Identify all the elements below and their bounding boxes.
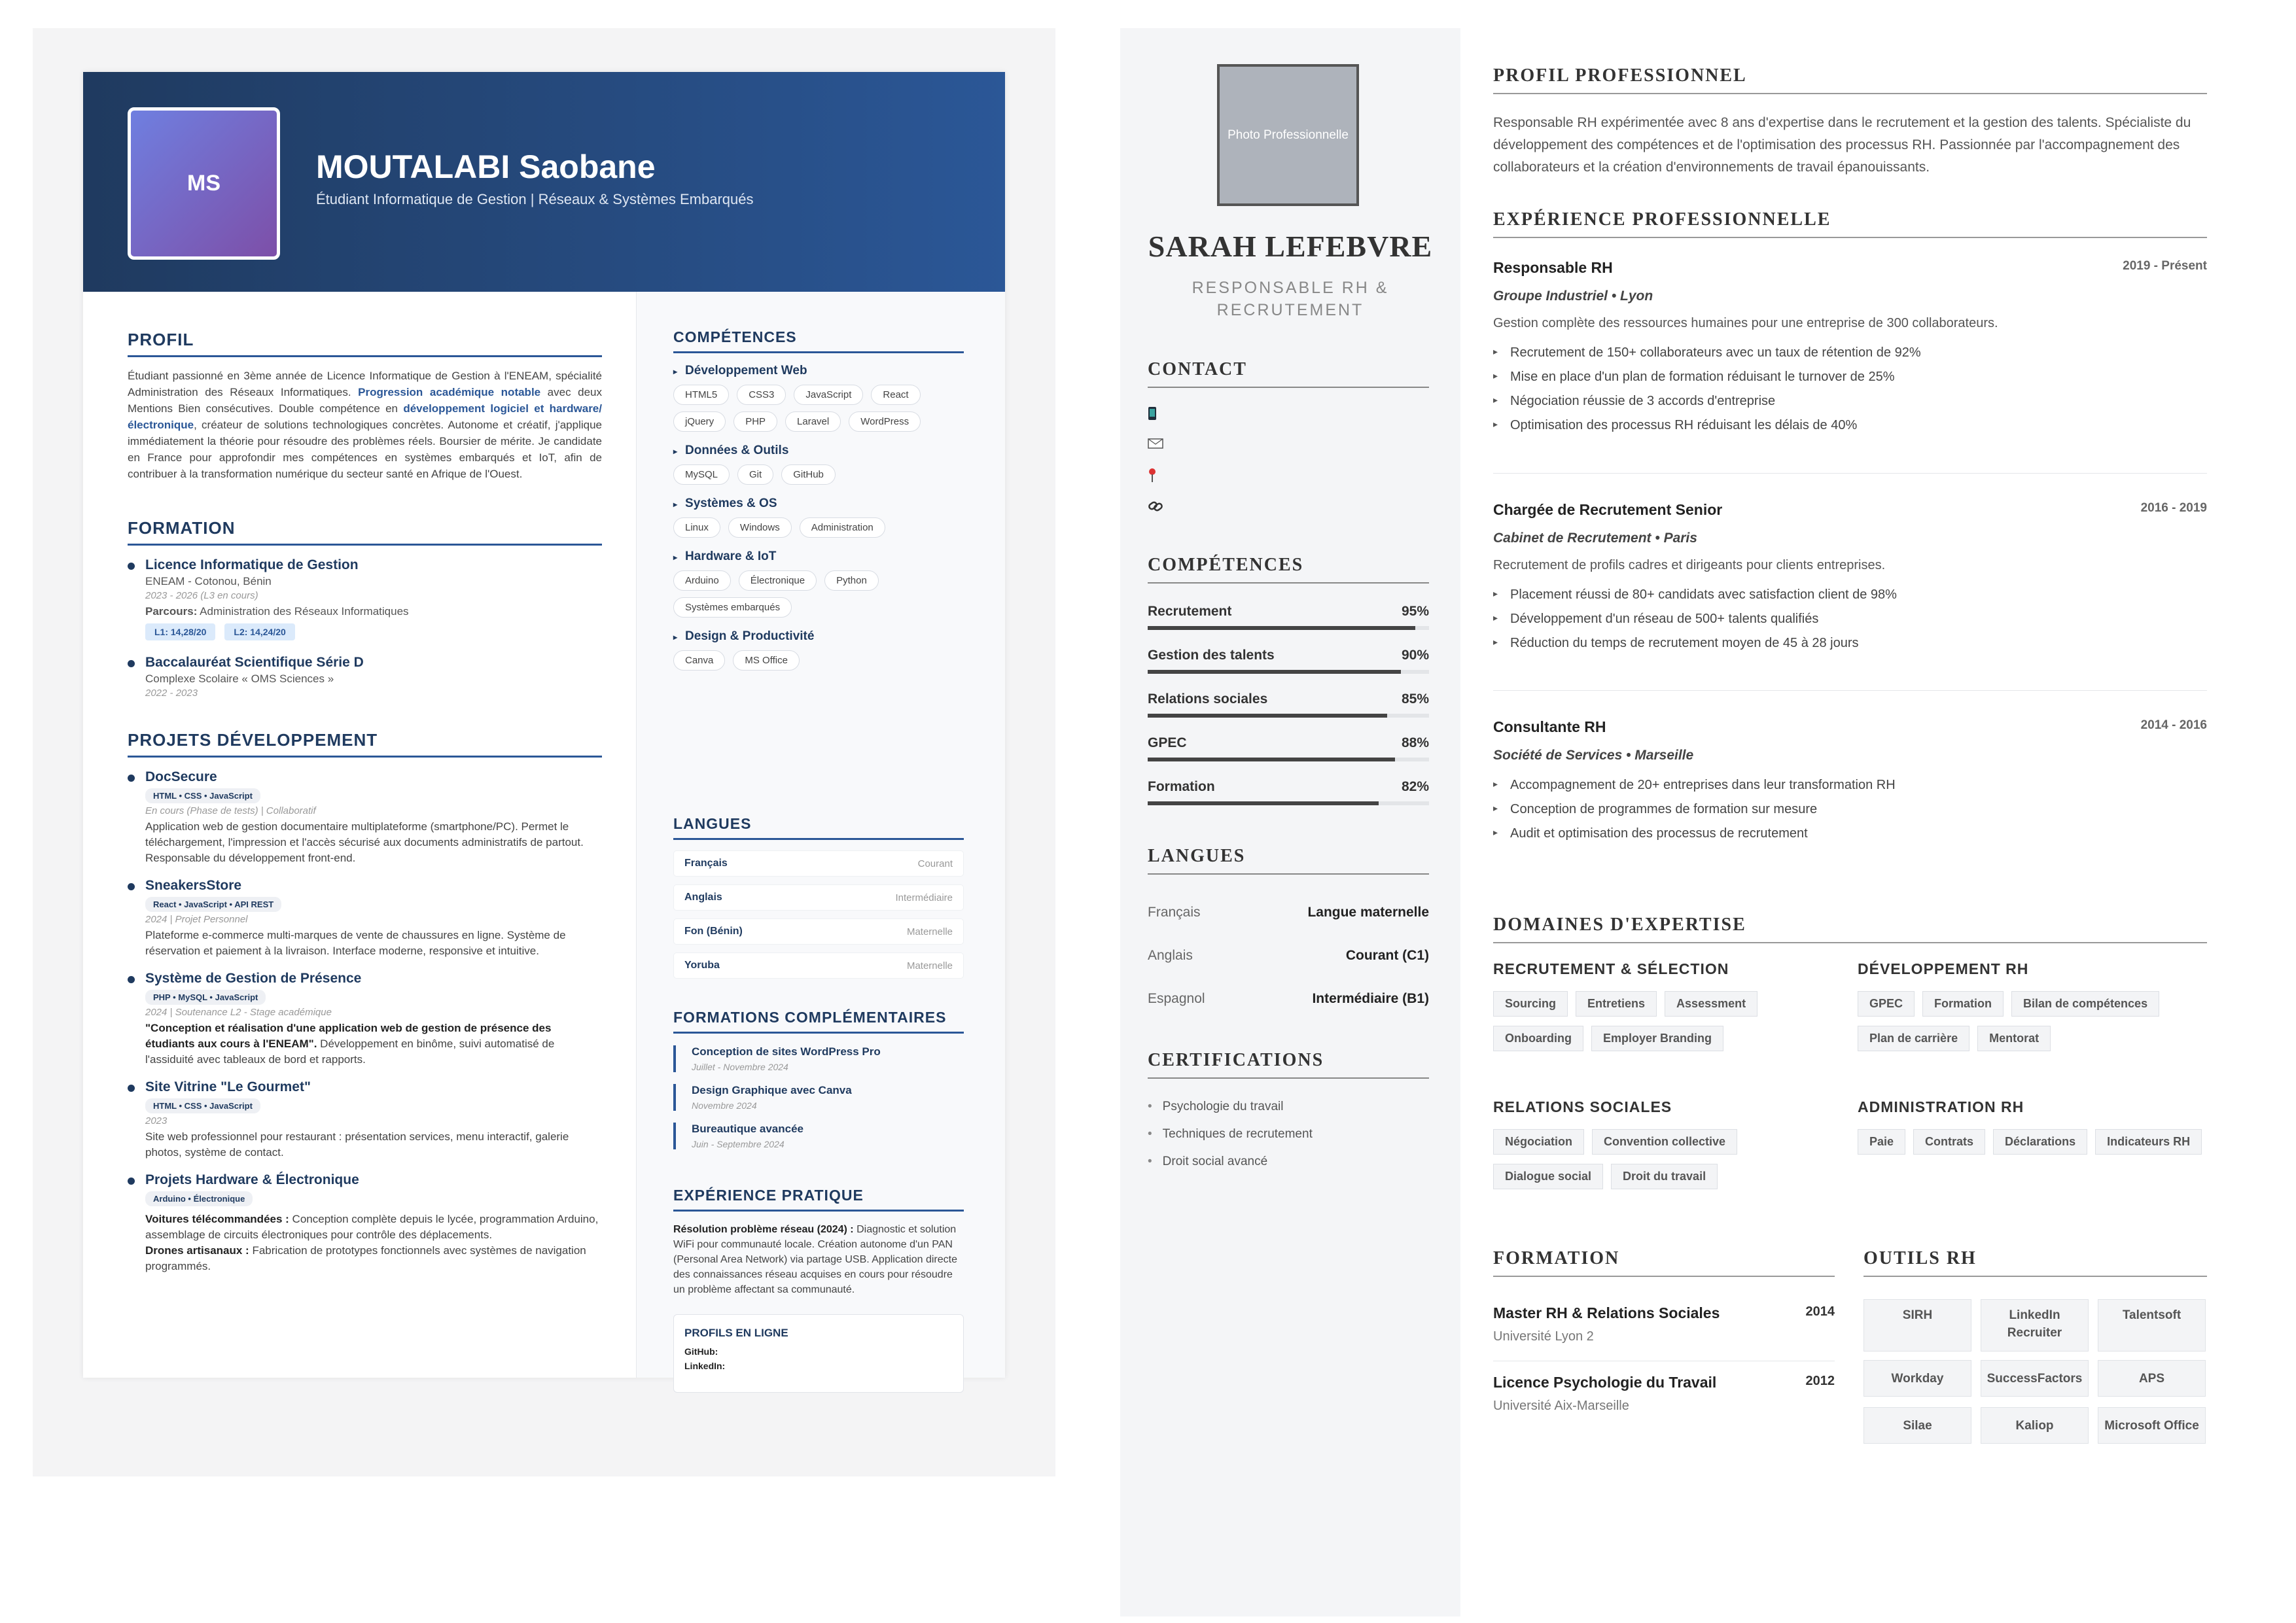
project-date: 2023	[145, 1115, 168, 1126]
domain-tags	[1858, 1129, 2204, 1155]
skill-category-name: Systèmes & OS	[685, 497, 777, 510]
language-name: Anglais	[1148, 948, 1193, 963]
project-title: Projets Hardware & Électronique	[145, 1172, 359, 1187]
triangle-icon: ▸	[673, 367, 678, 376]
formation-title: Conception de sites WordPress Pro	[692, 1045, 881, 1058]
skill-row	[1148, 735, 1429, 751]
expertise-tag: Indicateurs RH	[2095, 1129, 2202, 1155]
project-desc: Application web de gestion documentaire multiplateforme (smartphone/PC). Permet le téléchargement, l'impression et l'accès sécurisé aux documents administratifs de partout. Responsable du développement front-end.	[145, 820, 584, 864]
language-list	[673, 850, 964, 979]
expertise-domain	[1858, 960, 2204, 1051]
certification-item: • Psychologie du travail	[1148, 1100, 1283, 1114]
section-heading: LANGUES	[673, 815, 964, 840]
certification-item: • Techniques de recrutement	[1148, 1127, 1313, 1142]
job-bullet: ▸ Mise en place d'un plan de formation réduisant le turnover de 25%	[1493, 370, 2207, 385]
project-desc	[145, 1021, 602, 1068]
tool-tag: SIRH	[1863, 1299, 1971, 1352]
cv2-main	[1493, 28, 2213, 1598]
domain-tags	[1493, 991, 1840, 1051]
skill-bar-item	[1148, 735, 1429, 761]
project-desc-part: Conception complète depuis le lycée, programmation Arduino, assemblage de circuits électroniques pour contrôle des déplacements.	[145, 1213, 599, 1241]
skill-tag: PHP	[733, 411, 777, 432]
section-heading: OUTILS RH	[1863, 1248, 2207, 1277]
skill-bar-fill	[1148, 714, 1387, 718]
language-level: Intermédiaire (B1)	[1312, 991, 1429, 1006]
language-name: Espagnol	[1148, 991, 1205, 1006]
domain-title: DÉVELOPPEMENT RH	[1858, 960, 2029, 977]
list-item	[128, 655, 602, 699]
cv1-subtitle: Étudiant Informatique de Gestion | Réseaux & Systèmes Embarqués	[316, 191, 754, 207]
triangle-icon: ▸	[673, 500, 678, 509]
skill-tag: CSS3	[737, 385, 786, 405]
skill-row	[1148, 691, 1429, 707]
job-item	[1493, 718, 2207, 841]
tool-tag: Workday	[1863, 1360, 1971, 1397]
job-dates: 2016 - 2019	[2140, 501, 2207, 515]
skill-bar-track	[1148, 714, 1429, 718]
skill-tag: Administration	[800, 517, 885, 538]
expertise-tag: Déclarations	[1993, 1129, 2087, 1155]
skill-tag: Linux	[673, 517, 720, 538]
skill-tag: MySQL	[673, 464, 730, 485]
skill-row	[1148, 648, 1429, 663]
bullet-dot	[128, 883, 135, 890]
project-desc-part: Fabrication de prototypes fonctionnels avec systèmes de navigation programmés.	[145, 1244, 586, 1272]
expertise-tag: Assessment	[1665, 991, 1757, 1017]
section-heading: PROJETS DÉVELOPPEMENT	[128, 730, 602, 758]
expertise-tag: Formation	[1922, 991, 2004, 1017]
domain-tags	[1493, 1129, 1840, 1189]
project-title: Système de Gestion de Présence	[145, 971, 362, 986]
language-level: Intermédiaire	[895, 892, 953, 903]
skill-percent: 90%	[1401, 648, 1429, 663]
cv1-main-column	[83, 292, 636, 1378]
section-heading: PROFIL	[128, 330, 602, 357]
project-desc: Site web professionnel pour restaurant : présentation services, menu interactif, galerie photos, système de contact.	[145, 1130, 569, 1159]
cv1-side-column	[636, 292, 1005, 1378]
formation-date: Juin - Septembre 2024	[692, 1139, 785, 1149]
skill-bar-item	[1148, 604, 1429, 630]
skill-tag: MS Office	[733, 650, 800, 671]
project-date: 2024 | Projet Personnel	[145, 914, 248, 925]
education-title: Licence Psychologie du Travail	[1493, 1374, 1717, 1391]
skill-row	[1148, 604, 1429, 620]
item-school: Complexe Scolaire « OMS Sciences »	[145, 672, 334, 685]
link-icon	[1148, 499, 1163, 517]
job-desc: Recrutement de profils cadres et dirigeants pour clients entreprises.	[1493, 558, 1886, 572]
skill-category-title	[673, 497, 964, 511]
section-heading: EXPÉRIENCE PRATIQUE	[673, 1187, 964, 1212]
job-title: Chargée de Recrutement Senior	[1493, 501, 1723, 518]
skill-tag: jQuery	[673, 411, 726, 432]
skill-tag: Git	[737, 464, 773, 485]
project-desc	[145, 1212, 602, 1274]
job-desc: Gestion complète des ressources humaines pour une entreprise de 300 collaborateurs.	[1493, 316, 1998, 330]
skill-bar-fill	[1148, 626, 1415, 630]
item-school: ENEAM - Cotonou, Bénin	[145, 575, 272, 587]
formation-title: Bureautique avancée	[692, 1123, 804, 1135]
skill-tag: GitHub	[781, 464, 836, 485]
project-item	[128, 971, 602, 1068]
skill-bar-fill	[1148, 670, 1401, 674]
cv1-formations-comp-section	[673, 1009, 964, 1149]
skill-tag: Systèmes embarqués	[673, 597, 792, 618]
project-desc-bold: "Conception et réalisation d'une application web de gestion de présence des étudiants aux cours à l'ENEAM".	[145, 1022, 552, 1050]
job-bullet: ▸ Recrutement de 150+ collaborateurs avec un taux de rétention de 92%	[1493, 345, 2207, 360]
formation-item	[673, 1123, 964, 1149]
certification-item: • Droit social avancé	[1148, 1155, 1267, 1169]
profil-highlight: développement logiciel et hardware/électronique	[128, 402, 602, 431]
language-row	[673, 884, 964, 911]
project-desc: Plateforme e-commerce multi-marques de vente de chaussures en ligne. Système de réservation et paiement à la livraison. Interface moderne, responsive et intuitive.	[145, 929, 566, 957]
skill-category-title	[673, 629, 964, 644]
section-heading: FORMATION	[1493, 1248, 1835, 1277]
skill-tag: WordPress	[849, 411, 921, 432]
triangle-icon: ▸	[673, 553, 678, 562]
section-heading: EXPÉRIENCE PROFESSIONNELLE	[1493, 209, 2207, 238]
skill-category-title	[673, 364, 964, 378]
expertise-tag: Onboarding	[1493, 1026, 1583, 1051]
language-name: Yoruba	[684, 960, 720, 971]
tag-list	[673, 570, 964, 618]
bullet-dot	[128, 1178, 135, 1185]
triangle-icon: ▸	[673, 633, 678, 642]
skill-bar-track	[1148, 626, 1429, 630]
tool-tag: Kaliop	[1981, 1407, 2089, 1444]
skill-bar-track	[1148, 801, 1429, 805]
job-item	[1493, 501, 2207, 651]
expertise-tag: GPEC	[1858, 991, 1915, 1017]
job-item	[1493, 259, 2207, 433]
skill-name: Formation	[1148, 779, 1215, 794]
skill-row	[1148, 779, 1429, 795]
expertise-tag: Droit du travail	[1611, 1164, 1718, 1189]
skill-name: Relations sociales	[1148, 691, 1268, 707]
education-school: Université Lyon 2	[1493, 1329, 1594, 1344]
job-bullet: ▸ Conception de programmes de formation sur mesure	[1493, 802, 2207, 817]
project-desc-bold: Drones artisanaux :	[145, 1244, 249, 1257]
tool-tag: APS	[2098, 1360, 2206, 1397]
project-title: DocSecure	[145, 769, 217, 784]
domain-title: RECRUTEMENT & SÉLECTION	[1493, 960, 1729, 977]
linkedin-label: LinkedIn:	[684, 1361, 726, 1371]
education-title: Master RH & Relations Sociales	[1493, 1304, 1720, 1321]
experience-bold: Résolution problème réseau (2024) :	[673, 1224, 854, 1235]
divider	[1493, 690, 2207, 691]
job-company: Cabinet de Recrutement • Paris	[1493, 531, 1697, 546]
cv2-name: SARAH LEFEBVRE	[1148, 230, 1433, 263]
skill-tag: Arduino	[673, 570, 731, 591]
tech-chip: React • JavaScript • API REST	[145, 897, 281, 912]
grade-badge: L2: 14,24/20	[224, 623, 294, 640]
skill-tag: Canva	[673, 650, 725, 671]
language-name: Anglais	[684, 892, 722, 903]
item-date: 2022 - 2023	[145, 688, 198, 699]
expertise-tag: Dialogue social	[1493, 1164, 1603, 1189]
expertise-tag: Employer Branding	[1591, 1026, 1723, 1051]
language-row	[1148, 948, 1429, 964]
phone-icon	[1148, 406, 1157, 425]
item-parcours	[145, 605, 602, 618]
skill-bar-fill	[1148, 758, 1395, 761]
skill-categories	[673, 364, 964, 671]
expertise-tag: Plan de carrière	[1858, 1026, 1969, 1051]
language-level: Courant (C1)	[1345, 948, 1429, 963]
bullet-dot	[128, 1085, 135, 1092]
skill-name: GPEC	[1148, 735, 1187, 750]
section-heading: LANGUES	[1148, 846, 1429, 875]
experience-desc: Diagnostic et solution WiFi pour communauté locale. Création autonome d'un PAN (Personal Area Network) via partage USB. Application directe des connaissances réseau acquises en cours pour résoudre un problème affectant sa communauté.	[673, 1224, 957, 1295]
skill-percent: 95%	[1401, 604, 1429, 619]
language-row	[673, 952, 964, 979]
skill-category-title	[673, 444, 964, 458]
tag-list	[673, 650, 964, 671]
project-title: SneakersStore	[145, 878, 242, 893]
tag-list	[673, 517, 964, 538]
job-title: Consultante RH	[1493, 718, 1606, 735]
job-company: Groupe Industriel • Lyon	[1493, 288, 1653, 304]
profil-text-part: avec deux Mentions Bien consécutives. Double compétence en	[128, 386, 602, 415]
grades	[145, 618, 602, 640]
skill-bar-fill	[1148, 801, 1379, 805]
education-item	[1493, 1304, 1835, 1344]
job-bullet: ▸ Placement réussi de 80+ candidats avec satisfaction client de 98%	[1493, 587, 2207, 602]
cv1-langues-section	[673, 815, 964, 979]
job-title: Responsable RH	[1493, 259, 1613, 276]
section-heading: COMPÉTENCES	[673, 328, 964, 353]
skill-name: Recrutement	[1148, 604, 1232, 619]
skill-tag: JavaScript	[794, 385, 863, 405]
parcours-value: Administration des Réseaux Informatiques	[197, 605, 409, 618]
divider	[1493, 473, 2207, 474]
expertise-tag: Bilan de compétences	[2011, 991, 2159, 1017]
cv1-competences-section	[673, 328, 964, 671]
tool-tag: LinkedIn Recruiter	[1981, 1299, 2089, 1352]
profil-text	[128, 368, 602, 482]
expertise-tag: Sourcing	[1493, 991, 1568, 1017]
skill-category-title	[673, 550, 964, 564]
profile-photo: Photo Professionnelle	[1217, 64, 1359, 206]
project-date: En cours (Phase de tests) | Collaboratif	[145, 805, 316, 816]
tool-tag: SuccessFactors	[1981, 1360, 2089, 1397]
tech-chip: PHP • MySQL • JavaScript	[145, 990, 266, 1005]
skill-tag: Laravel	[785, 411, 841, 432]
section-heading: CONTACT	[1148, 359, 1429, 388]
job-company: Société de Services • Marseille	[1493, 748, 1694, 763]
section-heading: CERTIFICATIONS	[1148, 1050, 1429, 1079]
project-title: Site Vitrine "Le Gourmet"	[145, 1079, 311, 1094]
education-item	[1493, 1374, 1835, 1414]
skill-tag: Windows	[728, 517, 792, 538]
language-level: Langue maternelle	[1307, 905, 1429, 920]
tool-tag: Silae	[1863, 1407, 1971, 1444]
language-row	[1148, 991, 1429, 1007]
section-heading: FORMATIONS COMPLÉMENTAIRES	[673, 1009, 964, 1034]
language-name: Fon (Bénin)	[684, 926, 743, 937]
section-heading: FORMATION	[128, 518, 602, 546]
profil-text: Responsable RH expérimentée avec 8 ans d'expertise dans le recrutement et la gestion des talents. Spécialiste du développement des compétences et de l'optimisation des processus RH. Passionnée par l'accompagnement des collaborateurs et la création d'environnements de travail épanouissants.	[1493, 115, 2191, 175]
cv1-profil-section	[128, 330, 602, 482]
skill-bar-item	[1148, 648, 1429, 674]
avatar: MS	[128, 107, 280, 260]
project-desc-part: Développement en binôme, suivi automatisé de l'assiduité avec tableaux de bord et rapports.	[145, 1038, 555, 1066]
skill-bar-item	[1148, 779, 1429, 805]
cv1-projets-section	[128, 730, 602, 1274]
education-year: 2014	[1805, 1304, 1835, 1319]
expertise-domain	[1493, 1098, 1840, 1189]
domain-tags	[1858, 991, 2204, 1051]
skill-category-name: Design & Productivité	[685, 629, 815, 643]
bullet-dot	[128, 775, 135, 782]
job-bullet: ▸ Optimisation des processus RH réduisant les délais de 40%	[1493, 418, 2207, 433]
formation-title: Design Graphique avec Canva	[692, 1084, 852, 1096]
language-level: Maternelle	[906, 960, 953, 971]
formation-item	[673, 1084, 964, 1111]
item-title: Licence Informatique de Gestion	[145, 557, 359, 572]
language-row	[1148, 905, 1429, 920]
profil-highlight: Progression académique notable	[358, 386, 541, 398]
language-row	[673, 918, 964, 945]
job-dates: 2019 - Présent	[2123, 259, 2207, 273]
tag-list	[673, 385, 964, 432]
job-bullet: ▸ Accompagnement de 20+ entreprises dans leur transformation RH	[1493, 778, 2207, 793]
expertise-tag: Contrats	[1913, 1129, 1985, 1155]
job-bullet: ▸ Développement d'un réseau de 500+ talents qualifiés	[1493, 612, 2207, 627]
cv1-formation-section	[128, 518, 602, 699]
tech-chip: Arduino • Électronique	[145, 1191, 253, 1206]
github-label: GitHub:	[684, 1346, 718, 1357]
skill-percent: 88%	[1401, 735, 1429, 750]
project-item	[128, 878, 602, 959]
skill-bar-track	[1148, 758, 1429, 761]
item-title: Baccalauréat Scientifique Série D	[145, 655, 364, 670]
section-heading: COMPÉTENCES	[1148, 555, 1429, 584]
skill-tag: Python	[824, 570, 879, 591]
job-bullet: ▸ Négociation réussie de 3 accords d'entreprise	[1493, 394, 2207, 409]
profil-text-part: Étudiant passionné en 3ème année de Licence Informatique de Gestion à l'ENEAM, spécialité Administration des Réseaux Informatiques.	[128, 370, 602, 398]
expertise-tag: Entretiens	[1576, 991, 1657, 1017]
expertise-tag: Paie	[1858, 1129, 1905, 1155]
project-item	[128, 1172, 602, 1274]
skill-bar-track	[1148, 670, 1429, 674]
cv1-name: MOUTALABI Saobane	[316, 148, 656, 185]
tool-tag: Talentsoft	[2098, 1299, 2206, 1352]
online-profiles-box	[673, 1314, 964, 1393]
skill-tag: HTML5	[673, 385, 729, 405]
project-desc-bold: Voitures télécommandées :	[145, 1213, 289, 1225]
formation-date: Juillet - Novembre 2024	[692, 1062, 788, 1072]
bullet-dot	[128, 660, 135, 667]
job-dates: 2014 - 2016	[2140, 718, 2207, 732]
project-item	[128, 769, 602, 866]
experience-text	[673, 1222, 964, 1297]
skill-tag: Électronique	[739, 570, 817, 591]
location-icon	[1148, 468, 1157, 487]
domain-title: RELATIONS SOCIALES	[1493, 1098, 1672, 1115]
skill-bar-item	[1148, 691, 1429, 718]
tech-chip: HTML • CSS • JavaScript	[145, 788, 260, 803]
profil-text-part: , créateur de solutions technologiques concrètes. Autonome et créatif, j'applique immédiatement la théorie pour résoudre des problèmes réels. Boursier de mérite. Je candidate en France pour approfondir mes compétences en systèmes embarqués et IoT, afin de contribuer à la transformation numérique du secteur santé en Afrique de l'Ouest.	[128, 419, 602, 480]
expertise-domain	[1493, 960, 1840, 1051]
cv1-header	[83, 72, 1005, 292]
skill-category-name: Données & Outils	[685, 444, 789, 457]
domain-title: ADMINISTRATION RH	[1858, 1098, 2024, 1115]
bullet-dot	[128, 976, 135, 983]
mail-icon	[1148, 438, 1163, 453]
skill-category-name: Hardware & IoT	[685, 550, 777, 563]
skill-name: Gestion des talents	[1148, 648, 1275, 663]
online-heading: PROFILS EN LIGNE	[684, 1327, 788, 1339]
project-date: 2024 | Soutenance L2 - Stage académique	[145, 1007, 332, 1018]
cv1-document	[83, 72, 1005, 1378]
education-school: Université Aix-Marseille	[1493, 1399, 1629, 1413]
parcours-label: Parcours:	[145, 605, 198, 618]
language-row	[673, 850, 964, 877]
expertise-tag: Mentorat	[1977, 1026, 2051, 1051]
education-year: 2012	[1805, 1374, 1835, 1388]
expertise-domain	[1858, 1098, 2204, 1155]
cv1-experience-section	[673, 1187, 964, 1393]
expertise-tag: Convention collective	[1592, 1129, 1737, 1155]
skill-percent: 82%	[1401, 779, 1429, 794]
formations-list	[673, 1045, 964, 1149]
language-level: Maternelle	[906, 926, 953, 937]
expertise-tag: Négociation	[1493, 1129, 1584, 1155]
language-name: Français	[1148, 905, 1201, 920]
section-heading: PROFIL PROFESSIONNEL	[1493, 65, 2207, 94]
language-level: Courant	[917, 858, 953, 869]
triangle-icon: ▸	[673, 447, 678, 456]
skill-category-name: Développement Web	[685, 364, 807, 377]
language-name: Français	[684, 858, 728, 869]
tech-chip: HTML • CSS • JavaScript	[145, 1098, 260, 1113]
item-date: 2023 - 2026 (L3 en cours)	[145, 590, 258, 601]
skill-tag: React	[871, 385, 920, 405]
job-bullet: ▸ Réduction du temps de recrutement moyen de 45 à 28 jours	[1493, 636, 2207, 651]
job-bullet: ▸ Audit et optimisation des processus de recrutement	[1493, 826, 2207, 841]
cv2-role: RESPONSABLE RH & RECRUTEMENT	[1192, 279, 1389, 319]
tag-list	[673, 464, 964, 485]
bullet-dot	[128, 563, 135, 570]
skill-percent: 85%	[1401, 691, 1429, 707]
cv2-sidebar	[1120, 28, 1460, 1616]
formation-item	[673, 1045, 964, 1072]
formation-date: Novembre 2024	[692, 1100, 757, 1111]
grade-badge: L1: 14,28/20	[145, 623, 215, 640]
project-item	[128, 1079, 602, 1161]
section-heading: DOMAINES D'EXPERTISE	[1493, 915, 2207, 943]
list-item	[128, 557, 602, 640]
tool-tag: Microsoft Office	[2098, 1407, 2206, 1444]
